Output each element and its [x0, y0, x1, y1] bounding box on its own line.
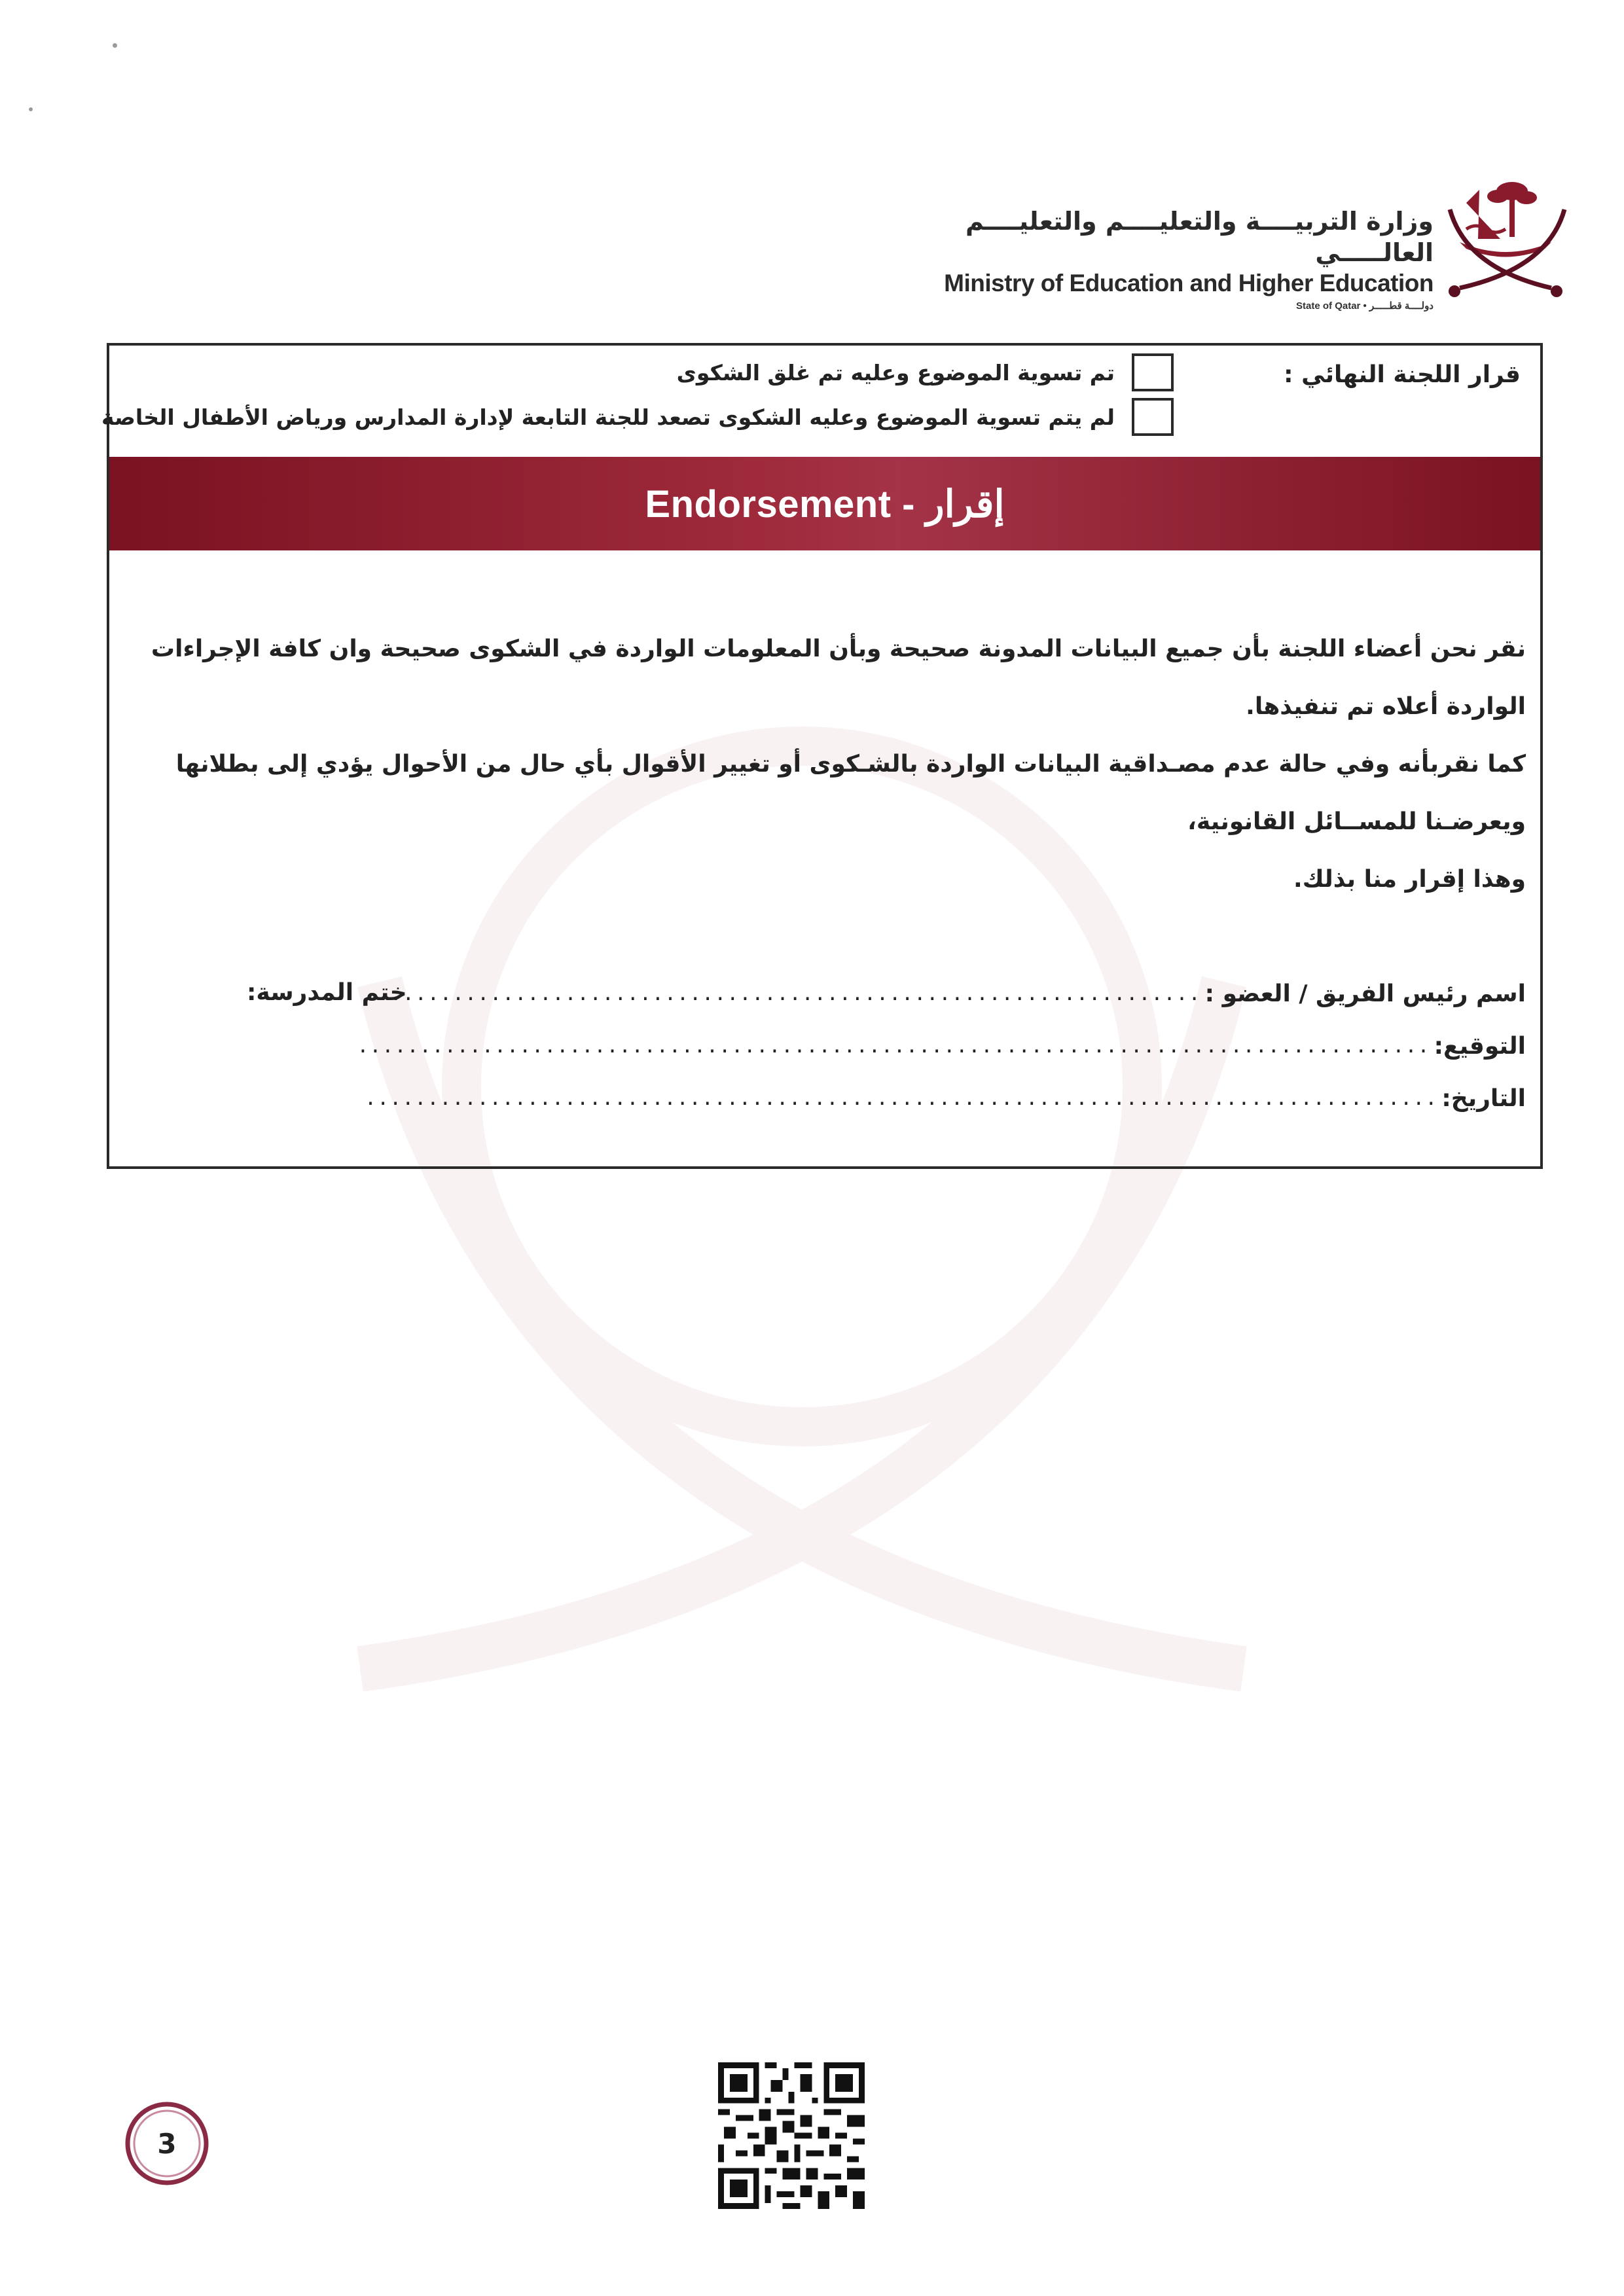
team-leader-name-field[interactable]: .................................................................. [377, 982, 1201, 1005]
scan-speck [29, 107, 33, 111]
endorsement-statement [122, 620, 1526, 908]
school-stamp-label: ختم المدرسة: [247, 979, 407, 1006]
decision-option-resolved[interactable] [677, 350, 1174, 395]
endorsement-title: Endorsement - إقرار [645, 482, 1005, 526]
page-number-badge [123, 2100, 211, 2187]
date-row [365, 1079, 1526, 1118]
date-field[interactable]: ...................................................................................... [365, 1086, 1438, 1110]
endorsement-header-bar [109, 457, 1540, 550]
qatar-emblem-icon [1440, 177, 1571, 301]
statement-paragraph-3: وهذا إقرار منا بذلك. [1293, 866, 1526, 893]
statement-paragraph-2: كما نقربأنه وفي حالة عدم مصـداقية البيانات الواردة بالشـكوى أو تغيير الأقوال بأي حال من الأحوال يؤدي إلى بطلانها ويعرضـنا للمســائل القانونية، [175, 751, 1526, 835]
decision-option-escalated[interactable] [101, 394, 1174, 440]
date-label: التاريخ: [1441, 1085, 1526, 1112]
signature-section [109, 974, 1540, 1157]
signature-row [357, 1026, 1526, 1066]
escalated-option-label: لم يتم تسوية الموضوع وعليه الشكوى تصعد للجنة التابعة لإدارة المدارس ورياض الأطفال الخاصة [101, 404, 1115, 430]
resolved-option-label: تم تسوية الموضوع وعليه تم غلق الشكوى [676, 359, 1115, 386]
final-decision-form [101, 343, 1543, 1169]
ministry-logo [943, 177, 1571, 312]
signature-field[interactable]: ...................................................................................... [357, 1034, 1430, 1058]
team-leader-name-label: اسم رئيس الفريق / العضو : [1204, 980, 1526, 1007]
state-of-qatar: State of Qatar • دولــــة قطـــــر [1296, 300, 1434, 312]
badge-circle-icon [123, 2100, 211, 2187]
page-number: 3 [157, 2128, 177, 2160]
qr-code-icon [718, 2062, 865, 2210]
signature-label: التوقيع: [1434, 1032, 1526, 1060]
scan-speck [113, 43, 117, 48]
ministry-name-ar: وزارة التربيــــة والتعليــــم والتعليــــم العالـــــي [965, 207, 1434, 267]
statement-paragraph-1: نقر نحن أعضاء اللجنة بأن جميع البيانات المدونة صحيحة وبأن المعلومات الواردة في الشكوى صحيحة وان كافة الإجراءات الواردة أعلاه تم تنفيذها. [151, 636, 1526, 720]
committee-decision-label: قرار اللجنة النهائي : [1284, 361, 1521, 388]
committee-decision-section [101, 346, 1540, 457]
ministry-name [936, 206, 1434, 314]
resolved-checkbox[interactable] [1132, 353, 1174, 391]
team-leader-name-row [378, 974, 1526, 1013]
ministry-name-en: Ministry of Education and Higher Education [944, 270, 1434, 296]
escalated-checkbox[interactable] [1132, 398, 1174, 436]
